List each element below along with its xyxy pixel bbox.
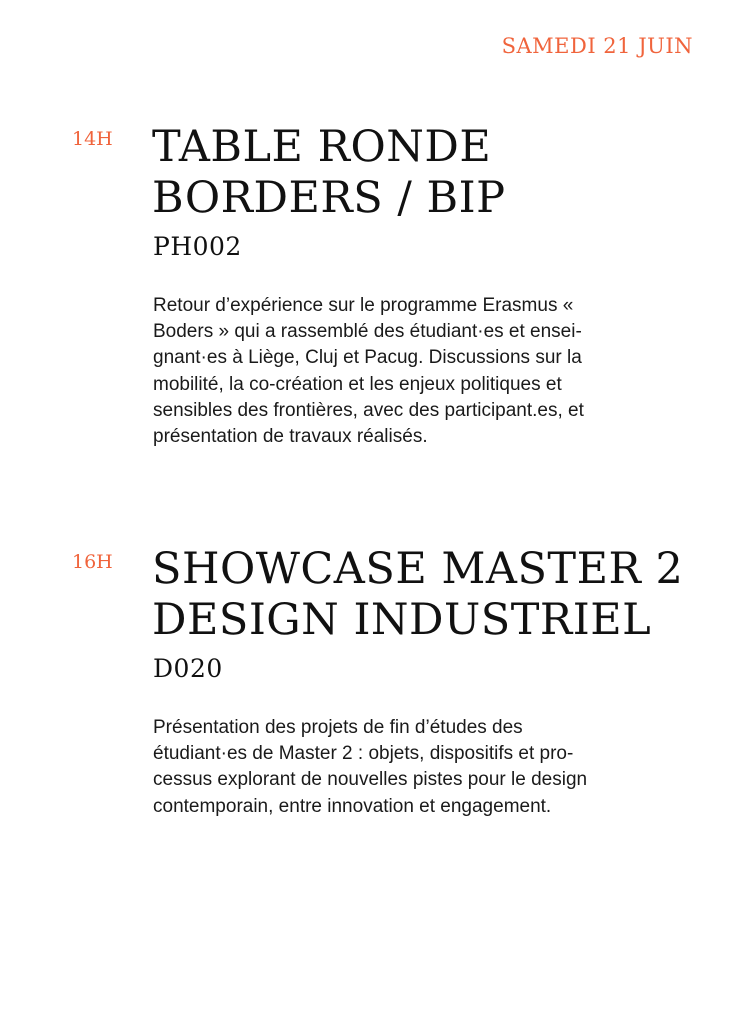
event-title-line: TABLE RONDE	[152, 122, 492, 172]
event-title-line: BORDERS / BIP	[152, 173, 506, 223]
event-title-line: DESIGN INDUSTRIEL	[152, 595, 652, 645]
description-line: sensibles des frontières, avec des participant.es, et	[153, 399, 584, 421]
event-time: 16H	[72, 551, 113, 573]
event-room: PH002	[153, 232, 242, 261]
event-time: 14H	[72, 128, 113, 150]
description-line: mobilité, la co-création et les enjeux politiques et	[153, 373, 562, 395]
description-line: présentation de travaux réalisés.	[153, 426, 428, 448]
description-line: Présentation des projets de fin d’études des	[153, 717, 523, 738]
description-line: étudiant·es de Master 2 : objets, dispositifs et pro-	[153, 743, 574, 765]
event-description	[153, 293, 698, 450]
event-room: D020	[153, 654, 223, 683]
event-description	[153, 715, 698, 820]
description-line: gnant·es à Liège, Cluj et Pacug. Discussions sur la	[153, 347, 582, 369]
event-title	[152, 544, 683, 646]
event-title	[152, 122, 506, 224]
description-line: Retour d’expérience sur le programme Erasmus «	[153, 295, 574, 316]
description-line: Boders » qui a rassemblé des étudiant·es et ensei-	[153, 321, 582, 343]
description-line: contemporain, entre innovation et engagement.	[153, 795, 552, 817]
description-line: cessus explorant de nouvelles pistes pour le design	[153, 769, 588, 791]
day-heading: SAMEDI 21 JUIN	[501, 34, 693, 58]
event-title-line: SHOWCASE MASTER 2	[152, 544, 684, 594]
